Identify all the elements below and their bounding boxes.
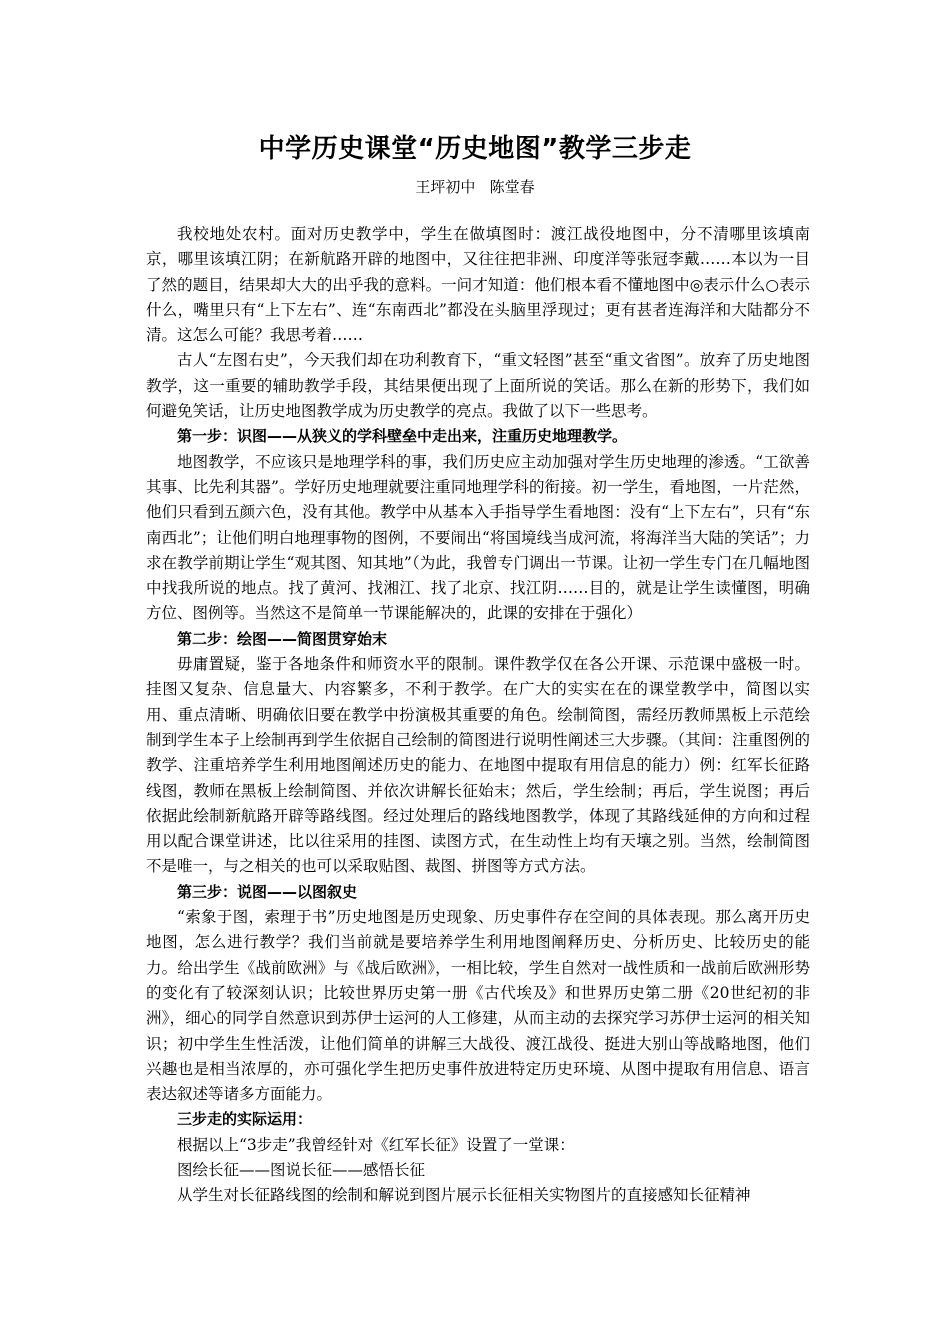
body-paragraph: “索象于图，索理于书”历史地图是历史现象、历史事件存在空间的具体表现。那么离开历史地图，怎么进行教学？我们当前就是要培养学生利用地图阐释历史、分析历史、比较历史的能力。给出学生《战前欧洲》与《战后欧洲》，一相比较，学生自然对一战性质和一战前后欧洲形势的变化有了较深刻认识；比较世界历史第一册《古代埃及》和世界历史第二册《20世纪初的非洲》，细心的同学自然意识到苏伊士运河的人工修建，从而主动的去探究学习苏伊士运河的相关知识；初中学生生性活泼，让他们简单的讲解三大战役、渡江战役、挺进大别山等战略地图，他们兴趣也是相当浓厚的，亦可强化学生把历史事件放进特定历史环境、从图中提取有用信息、语言表达叙述等诸多方面能力。 xyxy=(146,908,810,1104)
body-paragraph: 古人“左图右史”，今天我们却在功利教育下，“重文轻图”甚至“重文省图”。放弃了历史地图教学，这一重要的辅助教学手段，其结果便出现了上面所说的笑话。那么在新的形势下，我们如何避免笑话，让历史地图教学成为历史教学的亮点。我做了以下一些思考。 xyxy=(146,351,810,421)
section-heading-application: 三步走的实际运用： xyxy=(177,1110,313,1129)
body-paragraph: 根据以上“3步走”我曾经针对《红军长征》设置了一堂课： xyxy=(177,1135,575,1154)
body-paragraph: 图绘长征——图说长征——感悟长征 xyxy=(177,1160,426,1179)
document-body xyxy=(146,222,810,1209)
author-line: 王坪初中 陈堂春 xyxy=(415,178,535,196)
section-heading-step-3: 第三步：说图——以图叙史 xyxy=(177,882,358,901)
body-paragraph: 我校地处农村。面对历史教学中，学生在做填图时：渡江战役地图中，分不清哪里该填南京，哪里该填江阴；在新航路开辟的地图中，又往往把非洲、印度洋等张冠李戴……本以为一目了然的题目，结果却大大的出乎我的意料。一问才知道：他们根本看不懂地图中◎表示什么○表示什么，嘴里只有“上下左右”、连“东南西北”都没在头脑里浮现过；更有甚者连海洋和大陆都分不清。这怎么可能？我思考着…… xyxy=(146,225,810,345)
body-paragraph: 地图教学，不应该只是地理学科的事，我们历史应主动加强对学生历史地理的渗透。“工欲善其事、比先利其器”。学好历史地理就要注重同地理学科的衔接。初一学生，看地图，一片茫然，他们只看到五颜六色，没有其他。教学中从基本入手指导学生看地图：没有“上下左右”，只有“东南西北”；让他们明白地理事物的图例，不要闹出“将国境线当成河流，将海洋当大陆的笑话”；力求在教学前期让学生“观其图、知其地”（为此，我曾专门调出一节课。让初一学生专门在几幅地图中找我所说的地点。找了黄河、找湘江、找了北京、找江阴……目的，就是让学生读懂图，明确方位、图例等。当然这不是简单一节课能解决的，此课的安排在于强化） xyxy=(146,452,810,623)
section-heading-step-1: 第一步：识图——从狭义的学科壁垒中走出来，注重历史地理教学。 xyxy=(177,427,628,446)
body-paragraph: 毋庸置疑，鉴于各地条件和师资水平的限制。课件教学仅在各公开课、示范课中盛极一时。挂图又复杂、信息量大、内容繁多，不利于教学。在广大的实实在在的课堂教学中，简图以实用、重点清晰、明确依旧要在教学中扮演极其重要的角色。绘制简图，需经历教师黑板上示范绘制到学生本子上绘制再到学生依据自己绘制的简图进行说明性阐述三大步骤。（其间：注重图例的教学、注重培养学生利用地图阐述历史的能力、在地图中提取有用信息的能力）例：红军长征路线图，教师在黑板上绘制简图、并依次讲解长征始末；然后，学生绘制；再后，学生说图；再后依据此绘制新航路开辟等路线图。经过处理后的路线地图教学，体现了其路线延伸的方向和过程用以配合课堂讲述，比以往采用的挂图、读图方式，在生动性上均有天壤之别。当然，绘制简图不是唯一，与之相关的也可以采取贴图、裁图、拼图等方式方法。 xyxy=(146,655,810,876)
document-title: 中学历史课堂“历史地图”教学三步走 xyxy=(258,134,692,164)
section-heading-step-2: 第二步：绘图——简图贯穿始末 xyxy=(177,629,388,648)
body-paragraph: 从学生对长征路线图的绘制和解说到图片展示长征相关实物图片的直接感知长征精神 xyxy=(177,1186,751,1205)
